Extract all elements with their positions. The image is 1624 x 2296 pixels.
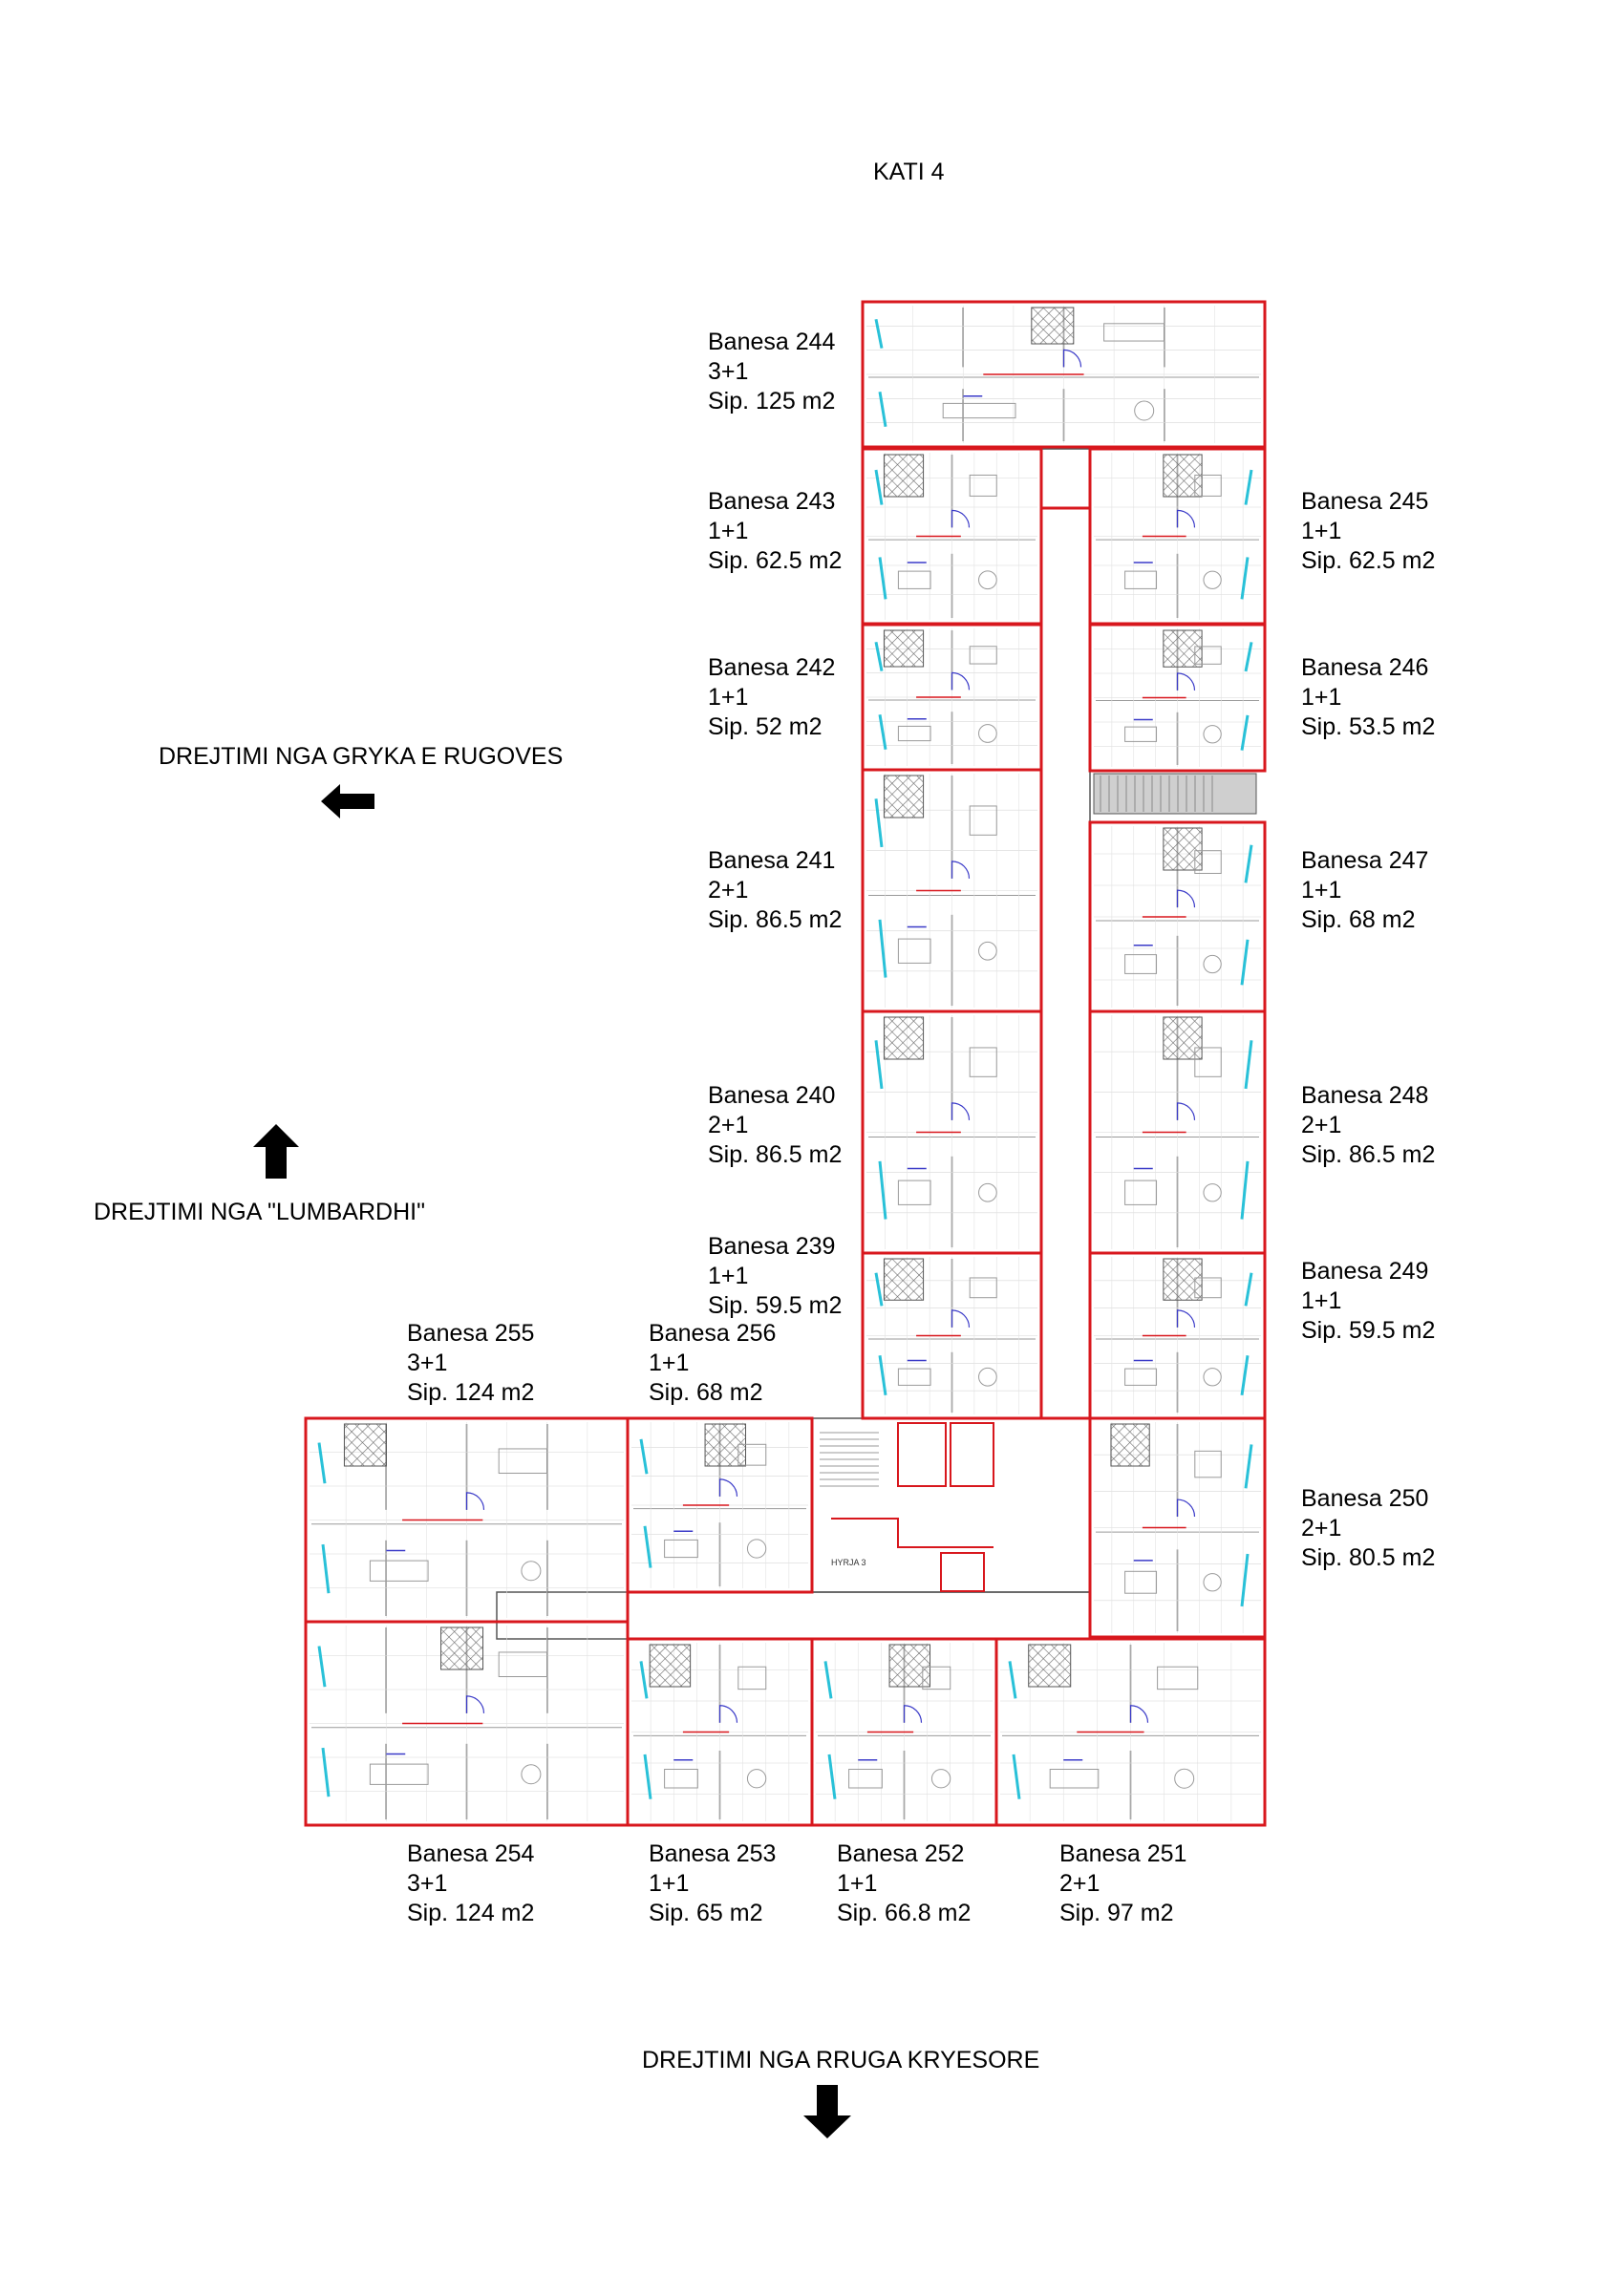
bathroom-hatch [884,630,923,667]
door-swing [952,1103,970,1120]
apartment-name: Banesa 243 [708,488,836,515]
apartment-name: Banesa 242 [708,654,836,681]
furniture-table [979,1183,997,1201]
furniture-table [1204,1574,1221,1591]
window-glazing [876,319,882,348]
furniture-table [747,1540,765,1558]
furniture-sofa [665,1540,698,1557]
apartment-interior-249 [1094,1257,1261,1414]
furniture-bed [970,1048,996,1076]
apartment-label-239 [708,1232,842,1321]
apartment-type: 3+1 [407,1350,448,1376]
bathroom-hatch [1164,455,1202,497]
window-glazing [645,1526,651,1568]
door-swing [952,861,970,879]
door-swing [952,1310,970,1328]
furniture-sofa [898,1180,930,1204]
furniture-table [931,1770,950,1788]
furniture-sofa [1125,727,1157,741]
window-glazing [876,470,882,505]
furniture-sofa [665,1770,698,1789]
door-swing [720,1706,737,1723]
furniture-table [1175,1769,1194,1788]
apartment-name: Banesa 244 [708,329,836,355]
apartment-label-250 [1301,1484,1435,1573]
window-glazing [645,1754,651,1799]
apartment-interior-253 [631,1643,808,1821]
apartment-name: Banesa 255 [407,1320,535,1347]
door-swing [952,510,970,527]
apartment-interior-256 [631,1422,808,1588]
window-glazing [880,392,886,426]
furniture-sofa [849,1770,883,1789]
furniture-sofa [898,939,930,963]
apartment-label-249 [1301,1257,1435,1346]
apartment-interior-254 [310,1626,624,1821]
apartment-type: 2+1 [1059,1870,1100,1897]
direction-south-label: DREJTIMI NGA RRUGA KRYESORE [642,2047,1040,2073]
direction-arrows [253,784,851,2138]
furniture-table [747,1770,765,1788]
apartment-name: Banesa 253 [649,1840,777,1867]
furniture-sofa [1125,1180,1157,1204]
apartment-interior-246 [1094,628,1261,767]
furniture-table [1204,571,1221,588]
apartment-type: 3+1 [708,358,749,385]
bathroom-hatch [344,1424,386,1466]
apartment-area: Sip. 97 m2 [1059,1900,1174,1926]
apartment-area: Sip. 125 m2 [708,388,836,415]
window-glazing [1246,845,1251,883]
window-glazing [323,1748,329,1796]
window-glazing [1246,1273,1251,1307]
apartment-area: Sip. 68 m2 [649,1379,763,1406]
furniture-table [522,1765,541,1784]
furniture-bed [1195,1451,1221,1477]
window-glazing [1246,470,1251,505]
bathroom-hatch [884,455,923,497]
core-room [941,1553,984,1591]
apartment-interior-245 [1094,453,1261,620]
furniture-table [1204,955,1221,972]
floor-title: KATI 4 [873,159,945,185]
apartment-name: Banesa 254 [407,1840,535,1867]
apartment-label-245 [1301,487,1435,576]
window-glazing [876,642,882,670]
door-swing [952,672,970,690]
furniture-table [979,571,997,589]
apartment-type: 1+1 [708,684,749,711]
apartment-area: Sip. 124 m2 [407,1900,535,1926]
furniture-table [979,725,997,743]
apartment-area: Sip. 124 m2 [407,1379,535,1406]
furniture-table [1135,401,1154,420]
bathroom-hatch [884,776,923,818]
apartment-interior-247 [1094,826,1261,1008]
apartment-name: Banesa 246 [1301,654,1429,681]
apartment-interior-239 [866,1257,1037,1414]
window-glazing [876,1040,882,1089]
apartment-area: Sip. 62.5 m2 [708,547,843,574]
apartment-label-255 [407,1319,534,1408]
apartment-area: Sip. 65 m2 [649,1900,763,1926]
apartment-interior-252 [816,1643,993,1821]
door-swing [1131,1706,1148,1723]
apartment-type: 1+1 [1301,518,1342,544]
apartment-name: Banesa 248 [1301,1082,1429,1109]
apartment-type: 1+1 [837,1870,878,1897]
door-swing [1178,890,1195,907]
window-glazing [1246,1444,1251,1488]
apartment-interior-255 [310,1422,624,1618]
corridor-vertical [1041,449,1090,1418]
corridor-horizontal [497,1592,1090,1639]
apartment-label-246 [1301,653,1435,742]
apartment-interior-248 [1094,1015,1261,1249]
apartment-type: 1+1 [1301,877,1342,904]
bathroom-hatch [650,1645,690,1687]
bathroom-hatch [1164,828,1202,870]
apartment-type: 2+1 [1301,1112,1342,1138]
direction-north-label: DREJTIMI NGA "LUMBARDHI" [94,1199,425,1225]
apartment-type: 1+1 [708,1263,749,1289]
door-swing [1064,350,1081,367]
door-swing [467,1493,484,1510]
apartment-label-240 [708,1081,842,1170]
apartment-area: Sip. 86.5 m2 [708,1141,843,1168]
window-glazing [1014,1754,1019,1799]
furniture-table [1204,726,1221,743]
apartment-interior-244 [866,306,1261,443]
apartment-area: Sip. 68 m2 [1301,906,1416,933]
apartment-label-248 [1301,1081,1435,1170]
apartment-label-242 [708,653,835,742]
furniture-table [979,942,997,960]
bathroom-hatch [889,1645,930,1687]
apartment-area: Sip. 62.5 m2 [1301,547,1436,574]
apartment-name: Banesa 256 [649,1320,777,1347]
door-swing [1178,1310,1195,1328]
apartment-name: Banesa 247 [1301,847,1429,874]
furniture-table [1204,1184,1221,1201]
apartment-label-244 [708,328,835,416]
apartment-area: Sip. 86.5 m2 [1301,1141,1436,1168]
door-swing [1178,673,1195,691]
furniture-sofa [943,403,1015,417]
furniture-sofa [1125,571,1157,588]
apartment-label-251 [1059,1839,1186,1928]
apartment-type: 1+1 [1301,1287,1342,1314]
apartment-type: 1+1 [1301,684,1342,711]
apartment-interior-243 [866,453,1037,620]
furniture-table [522,1562,541,1581]
apartment-label-241 [708,846,842,935]
furniture-bed [970,806,996,835]
apartment-label-252 [837,1839,971,1928]
bathroom-hatch [1164,1017,1202,1059]
furniture-sofa [898,571,930,588]
bathroom-hatch [1029,1645,1071,1687]
apartment-name: Banesa 249 [1301,1258,1429,1285]
elevator-shaft [951,1423,994,1486]
apartment-label-243 [708,487,842,576]
furniture-sofa [1125,1369,1157,1385]
apartment-area: Sip. 59.5 m2 [708,1292,843,1319]
furniture-sofa [1050,1770,1099,1789]
window-glazing [641,1661,647,1698]
apartment-type: 1+1 [649,1350,690,1376]
entrance-label: HYRJA 3 [831,1558,866,1567]
bathroom-hatch [884,1259,923,1300]
door-swing [1178,1499,1195,1517]
apartment-label-247 [1301,846,1428,935]
window-glazing [825,1661,831,1698]
bathroom-hatch [1164,1259,1202,1300]
direction-west-label: DREJTIMI NGA GRYKA E RUGOVES [159,743,564,770]
window-glazing [876,798,882,847]
window-glazing [1246,642,1251,671]
bathroom-hatch [884,1017,923,1059]
window-glazing [876,1273,882,1307]
apartment-type: 2+1 [708,1112,749,1138]
door-swing [1178,510,1195,527]
window-glazing [1010,1661,1015,1698]
furniture-table [979,1368,997,1386]
apartment-label-253 [649,1839,776,1928]
apartment-name: Banesa 251 [1059,1840,1187,1867]
window-glazing [641,1439,647,1474]
window-glazing [1246,1040,1251,1089]
furniture-sofa [1125,955,1157,974]
bathroom-hatch [1032,308,1074,344]
apartment-interior-242 [866,628,1037,766]
apartment-interior-240 [866,1015,1037,1249]
arrow-up-icon [253,1124,299,1179]
apartment-name: Banesa 241 [708,847,836,874]
apartment-type: 2+1 [708,877,749,904]
furniture-sofa [1125,1571,1157,1593]
window-glazing [323,1544,329,1593]
furniture-sofa [898,1369,930,1385]
bathroom-hatch [1111,1424,1149,1466]
door-swing [720,1479,737,1497]
apartment-area: Sip. 59.5 m2 [1301,1317,1436,1344]
furniture-table [1204,1369,1221,1386]
furniture-sofa [370,1561,428,1581]
apartment-type: 2+1 [1301,1515,1342,1541]
door-swing [467,1696,484,1713]
apartment-area: Sip. 52 m2 [708,713,823,740]
elevator-shaft [898,1423,946,1486]
apartment-interior-241 [866,774,1037,1008]
furniture-sofa [898,726,930,740]
apartment-type: 1+1 [649,1870,690,1897]
door-swing [905,1706,922,1723]
bathroom-hatch [1164,630,1202,667]
apartment-area: Sip. 80.5 m2 [1301,1544,1436,1571]
corridor-notch [1041,449,1090,508]
window-glazing [829,1754,835,1799]
arrow-left-icon [321,784,374,818]
apartment-type: 1+1 [708,518,749,544]
apartment-type: 3+1 [407,1870,448,1897]
apartment-name: Banesa 240 [708,1082,836,1109]
apartment-name: Banesa 239 [708,1233,836,1260]
apartment-area: Sip. 86.5 m2 [708,906,843,933]
apartment-interior-251 [1000,1643,1261,1821]
apartment-area: Sip. 53.5 m2 [1301,713,1436,740]
apartment-label-256 [649,1319,776,1408]
core-wall [831,1519,994,1547]
window-glazing [319,1443,325,1484]
bathroom-hatch [705,1424,745,1466]
apartment-name: Banesa 252 [837,1840,965,1867]
apartment-name: Banesa 250 [1301,1485,1429,1512]
bathroom-hatch [441,1627,483,1669]
arrow-down-icon [803,2085,851,2138]
door-swing [1178,1103,1195,1120]
apartment-label-254 [407,1839,534,1928]
apartment-interior-250 [1094,1422,1261,1633]
furniture-sofa [370,1764,428,1784]
apartment-name: Banesa 245 [1301,488,1429,515]
apartment-area: Sip. 66.8 m2 [837,1900,972,1926]
window-glazing [319,1647,325,1688]
